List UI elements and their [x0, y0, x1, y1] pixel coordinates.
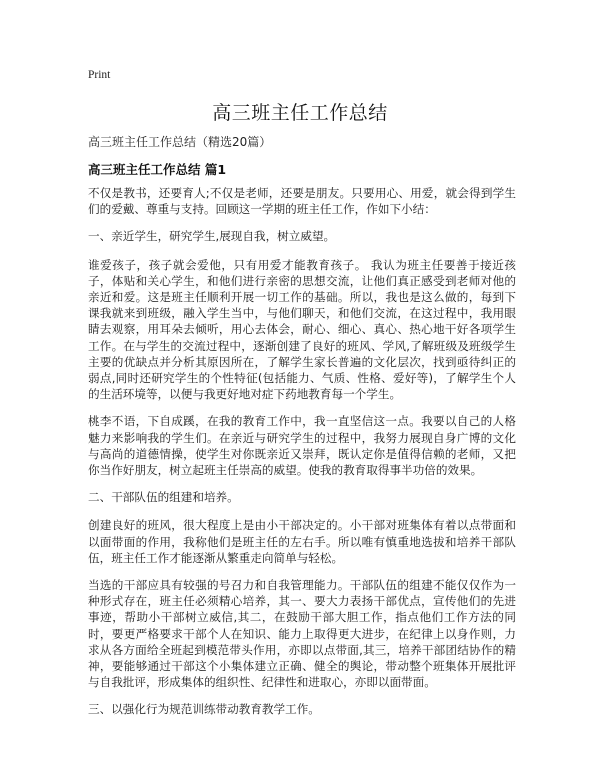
document-subtitle: 高三班主任工作总结（精选20篇） [88, 135, 272, 149]
document-title: 高三班主任工作总结 [212, 102, 388, 124]
paragraph-intro: 不仅是教书，还要育人;不仅是老师，还要是朋友。只要用心、用爱，就会得到学生们的爱戴、尊重与支持。回顾这一学期的班主任工作，作如下小结： [88, 186, 516, 217]
paragraph: 谁爱孩子，孩子就会爱他，只有用爱才能教育孩子。 我认为班主任要善于接近孩子，体贴和关心学生，和他们进行亲密的思想交流，让他们真正感受到老师对他的亲近和爱。这是班主任顺利开展一切工作的基础。所以，我也是这么做的，每到下课我就来到班级，融入学生当中，与他们聊天，和他们交流，在这过程中，我用眼睛去观察，用耳朵去倾听，用心去体会，耐心、细心、真心、热心地干好各项学生工作。在与学生的交流过程中，逐渐创建了良好的班风、学风,了解班级及班级学生主要的优缺点并分析其原因所在，了解学生家长普遍的文化层次，找到亟待纠正的弱点,同时还研究学生的个性特征(包括能力、气质、性格、爱好等)，了解学生个人的生活环境等，以便与我更好地对症下药地教育每一个学生。 [88, 257, 516, 402]
paragraph-heading-1: 一、亲近学生，研究学生,展现自我，树立威望。 [88, 229, 336, 244]
document-body [88, 185, 516, 730]
paragraph: 创建良好的班风，很大程度上是由小干部决定的。小干部对班集体有着以点带面和以面带面的作用，我称他们是班主任的左右手。所以唯有慎重地选拔和培养干部队伍，班主任工作才能逐渐从繁重走向简单与轻松。 [88, 518, 516, 565]
paragraph: 当选的干部应具有较强的号召力和自我管理能力。干部队伍的组建不能仅仅作为一种形式存在，班主任必须精心培养，其一、要大力表扬干部优点，宣传他们的先进事迹，帮助小干部树立威信,其二，在鼓励干部大胆工作，指点他们工作方法的同时，要更严格要求干部个人在知识、能力上取得更大进步，在纪律上以身作则，力求从各方面给全班起到模范带头作用，亦即以点带面,其三，培养干部团结协作的精神，要能够通过干部这个小集体建立正确、健全的舆论，带动整个班集体开展批评与自我批评，形成集体的组织性、纪律性和进取心，亦即以面带面。 [88, 578, 516, 690]
paragraph-heading-2: 二、干部队伍的组建和培养。 [88, 490, 239, 505]
paragraph-heading-3: 三、以强化行为规范训练带动教育教学工作。 [88, 702, 320, 717]
paragraph: 桃李不语，下自成蹊，在我的教育工作中，我一直坚信这一点。我要以自己的人格魅力来影响我的学生们。在亲近与研究学生的过程中，我努力展现自身广博的文化与高尚的道德情操，使学生对你既亲近又崇拜，既认定你是值得信赖的老师，又把你当作好朋友，树立起班主任崇高的威望。使我的教育取得事半功倍的效果。 [88, 414, 516, 478]
section-heading: 高三班主任工作总结 篇1 [88, 162, 227, 177]
print-label[interactable]: Print [88, 69, 111, 81]
